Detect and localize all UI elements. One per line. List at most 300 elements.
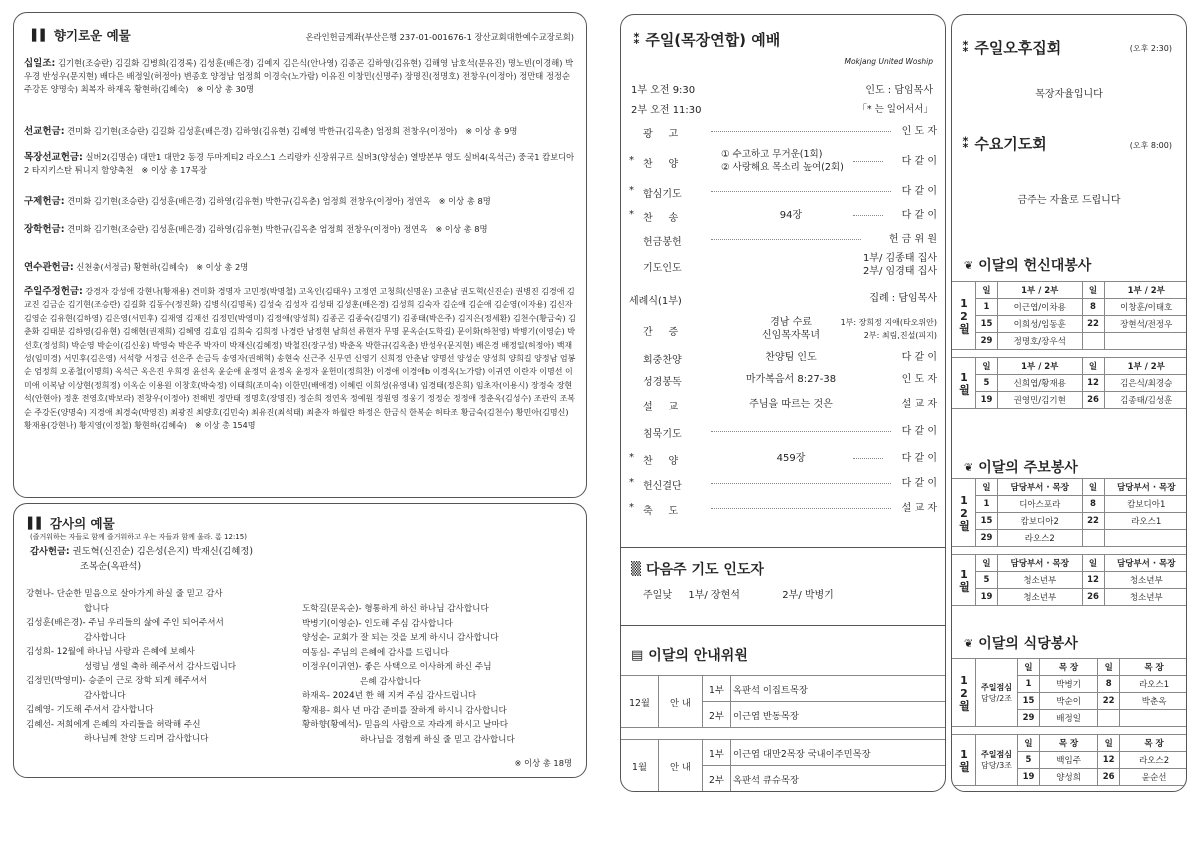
- thanks-item: [26, 645, 311, 660]
- bars-icon: ▤: [631, 647, 644, 663]
- thanks-item-name: 이정우(이귀연): [302, 662, 359, 672]
- leaf-icon: ❦: [964, 636, 974, 650]
- worship-item-detail: 마가복음서 8:27-38: [745, 374, 837, 385]
- bars-icon: ▌▌: [32, 28, 49, 42]
- worship-item-name: 성경봉독: [643, 377, 682, 388]
- bars-icon: ▌▌: [28, 516, 45, 530]
- worship-item-leader: 1부: 장희정 지애(타오위안) 2부: 최림,진설(피지): [840, 318, 937, 340]
- bulletin-header-row: [952, 479, 1188, 496]
- thanks-item-message: - 좋은 사택으로 이사하게 하신 주님: [358, 662, 492, 672]
- ushers-title-text: 이달의 안내위원: [648, 648, 748, 664]
- bulletin-header: 담당부서 · 목장: [998, 555, 1083, 572]
- worship-subtitle: Mokjang United Woship: [844, 57, 933, 66]
- cafeteria-side: [976, 735, 1018, 786]
- thanks-item-message-cont: 성령님 생일 축하 해주셔서 감사드립니다: [84, 661, 237, 672]
- devotion-row: [952, 375, 1188, 392]
- afternoon-text: 목장자율입니다: [1035, 89, 1103, 100]
- bulletin-header: 일: [1082, 555, 1104, 572]
- worship-title-text: 주일(목장연합) 예배: [645, 31, 781, 49]
- offering-section-total: ※ 이상 총 154명: [194, 421, 256, 431]
- thanks-item-name: 여동심: [302, 647, 327, 658]
- offering-section-content: 실버2(김명순) 대만1 대만2 동경 두마게티2 라오스1 스리랑카 신장위구르 실버3(양성순) 열방본부 영도 실버4(옥석근) 중국1 캄보디아2 타지키스탄 튀니지 함양축천: [24, 152, 575, 175]
- thanks-item-message: - 인도해 주심 감사합니다: [358, 618, 453, 629]
- worship-item-name: 축 도: [643, 506, 679, 517]
- worship-item-name: 헌금봉헌: [643, 237, 682, 248]
- thanks-item-message-cont: 하나님께 찬양 드리며 감사합니다: [84, 734, 209, 744]
- usher-row: [621, 676, 947, 702]
- cafeteria-header-row: [952, 659, 1188, 676]
- afternoon-time: (오후 2:30): [1129, 44, 1172, 53]
- worship-stand-marker: *: [629, 452, 634, 463]
- devotion-cell: 이창훈/이태호: [1104, 299, 1187, 316]
- thanks-item: [26, 587, 311, 602]
- next-prayer-row: [643, 586, 834, 601]
- devotion-cell: 12: [1082, 375, 1104, 392]
- bulletin-cell: 청소년부: [1104, 572, 1187, 589]
- dotted-leader: [853, 161, 883, 162]
- worship-item-name: 찬 송: [643, 213, 679, 224]
- worship-item-leader: 인 도 자: [901, 374, 937, 385]
- worship-item-name: 침묵기도: [643, 429, 682, 440]
- devotion-header: 1부 / 2부: [1104, 282, 1187, 299]
- usher-part: 1부: [703, 740, 731, 766]
- usher-names: 이근엽 대만2목장 국내이주민목장: [731, 740, 947, 766]
- ushers-title: [631, 645, 748, 665]
- cafeteria-header-row: [952, 735, 1188, 752]
- usher-gap: [621, 728, 947, 740]
- bulletin-cell: 청소년부: [998, 572, 1083, 589]
- bulletin-cell: 캄보디아2: [998, 513, 1083, 530]
- worship-item-name: 설 교: [643, 402, 679, 413]
- cafeteria-cell: 배정일: [1040, 710, 1098, 727]
- thanks-item-message: - 승준이 근로 장학 되게 해주셔서: [82, 676, 208, 686]
- thanks-item-name: 김혜영: [26, 705, 51, 715]
- cafeteria-cell: 라오스2: [1120, 752, 1187, 769]
- worship-item-leader: 다 같 이: [901, 156, 937, 167]
- thanks-right-list: [302, 602, 587, 747]
- devotion-cell: 1: [976, 299, 998, 316]
- cafeteria-cell: 양성희: [1040, 769, 1098, 786]
- thanks-item: [302, 617, 587, 632]
- bulletin-cell: 22: [1082, 513, 1104, 530]
- worship-item-detail: 94장: [779, 210, 803, 221]
- worship-stand-marker: *: [629, 185, 634, 196]
- next-prayer-day: 주일낮: [643, 590, 672, 601]
- offering-section: [24, 151, 578, 177]
- devotion-cell: 이근엽/이차용: [998, 299, 1083, 316]
- offering-section-content: 김기현(조승란) 김길화 김병희(김경록) 김성훈(배은경) 김예지 김은식(안나영) 김종곤 김하영(김유현) 김해영 남호석(문유진) 명노빈(이경해) 박우경 반성우(문지현) 배다은 배정일(허정아) 변종호 양정남 엄정희 이경숙(노가람) 이유진 이창민(신명주) 장명진(정명호) 전창우(이정아) 정만태 정정순 주강돈 양명숙) 최복자 하재옥 황현하(김혜숙): [24, 58, 574, 94]
- bulletin-cell: 26: [1082, 589, 1104, 606]
- cafeteria-title-text: 이달의 식당봉사: [978, 636, 1078, 652]
- bulletin-cell: 8: [1082, 496, 1104, 513]
- thanks-title: [28, 514, 115, 532]
- offering-section-total: ※ 이상 총 17목장: [141, 165, 207, 175]
- cafeteria-cell: 29: [1018, 710, 1040, 727]
- thanks-item-message-cont: 합니다: [84, 603, 109, 614]
- bulletin-header-row: [952, 555, 1188, 572]
- devotion-row: [952, 392, 1188, 409]
- bulletin-cell: 12: [1082, 572, 1104, 589]
- worship-item-leader: 설 교 자: [901, 503, 937, 514]
- offering-section-label: 구제헌금:: [24, 196, 65, 207]
- leaf-icon: ❦: [964, 258, 974, 272]
- afternoon-title: [962, 37, 1061, 58]
- cafeteria-cell: 백임주: [1040, 752, 1098, 769]
- thanks-item: [26, 674, 311, 689]
- devotion-title: [964, 255, 1091, 275]
- offering-section-label: 장학헌금:: [24, 224, 65, 235]
- offering-title-text: 향기로운 예물: [53, 28, 131, 43]
- thanks-item-message: - 2024년 한 해 지켜 주심 감사드립니다: [326, 691, 477, 701]
- devotion-row: [952, 316, 1188, 333]
- bulletin-header: 담당부서 · 목장: [1104, 479, 1187, 496]
- devotion-cell: 19: [976, 392, 998, 409]
- thanks-item-message: - 회사 년 마감 준비를 잘하게 하시니 감사합니다: [326, 705, 507, 716]
- worship-item-leader: 다 같 이: [901, 426, 937, 437]
- thanks-panel: [13, 503, 587, 778]
- worship-item-detail: 459장: [776, 453, 806, 464]
- cafeteria-table: [951, 734, 1187, 786]
- cafeteria-header: 목 장: [1120, 659, 1187, 676]
- devotion-cell: 26: [1082, 392, 1104, 409]
- devotion-cell: 22: [1082, 316, 1104, 333]
- offering-section-label: 주일주정헌금:: [24, 286, 83, 297]
- worship-item-name: 찬 양: [643, 456, 679, 467]
- thanks-item: [302, 689, 587, 704]
- cafeteria-month: 1월: [952, 735, 976, 786]
- bulletin-cell: 청소년부: [998, 589, 1083, 606]
- services-panel: [951, 14, 1187, 792]
- offering-section-content: 견미화 김기현(조승란) 김성훈(배은경) 김하영(김유현) 박한규(김옥춘) 엄정희 전창우(이정아) 정연옥: [67, 196, 431, 206]
- worship-item-name: 헌신결단: [643, 481, 682, 492]
- account-info: 온라인헌금계좌(부산은행 237-01-001676-1 장산교회대한예수교장로회): [305, 32, 574, 42]
- devotion-month: 12월: [952, 282, 976, 350]
- bulletin-title: [964, 457, 1078, 477]
- next-prayer-second: 2부/ 박병기: [782, 590, 834, 601]
- worship-item-leader: 집례 : 담임목사: [869, 293, 937, 304]
- offering-panel: [13, 12, 587, 498]
- wednesday-text: 금주는 자율로 드립니다: [1017, 195, 1121, 206]
- devotion-header: 1부 / 2부: [998, 282, 1083, 299]
- thanks-item-message: - 기도해 주셔서 감사합니다: [50, 705, 154, 715]
- cafeteria-header: 일: [1098, 735, 1120, 752]
- cafeteria-cell: 15: [1018, 693, 1040, 710]
- worship-stand-marker: *: [629, 155, 634, 166]
- offering-section-label: 십일조:: [24, 58, 56, 69]
- thanks-item-name: 김성희: [26, 647, 51, 657]
- dotted-leader: [711, 239, 861, 240]
- thanks-givers-line1: 권도혁(신진순) 김은성(은지) 박재신(김혜정): [72, 546, 253, 557]
- offering-section-label: 선교헌금:: [24, 126, 65, 137]
- usher-month: 1월: [621, 740, 659, 792]
- usher-row: [621, 740, 947, 766]
- thanks-item: [302, 660, 587, 675]
- thanks-item: [26, 703, 311, 718]
- cafeteria-side: [976, 659, 1018, 727]
- offering-section: [24, 223, 578, 236]
- dots-icon: ⁑: [633, 31, 641, 48]
- offering-section-label: 목장선교헌금:: [24, 152, 83, 163]
- thanks-total: ※ 이상 총 18명: [514, 758, 572, 768]
- devotion-header: 일: [976, 282, 998, 299]
- bulletin-month: 12월: [952, 479, 976, 547]
- thanks-item-name: 김정민(박영미): [26, 676, 83, 686]
- worship-item-leader: 설 교 자: [901, 399, 937, 410]
- thanks-item-name: 도학길(문옥순): [302, 604, 359, 614]
- offering-section-total: ※ 이상 총 30명: [196, 84, 255, 94]
- worship-item-leader: 다 같 이: [901, 478, 937, 489]
- devotion-header: 일: [976, 358, 998, 375]
- worship-time2: 2부 오전 11:30: [631, 105, 702, 116]
- devotion-cell: 이희성/임동훈: [998, 316, 1083, 333]
- bulletin-row: [952, 589, 1188, 606]
- thanks-item-name: 김혜선: [26, 719, 51, 730]
- devotion-title-text: 이달의 헌신대봉사: [978, 258, 1092, 274]
- thanks-item-message-cont: 은혜 감사합니다: [360, 676, 421, 687]
- thanks-item-message: - 믿음의 사람으로 자라게 하시고 날마다: [358, 720, 509, 730]
- leaf-icon: ❦: [964, 460, 974, 474]
- bulletin-cell: 1: [976, 496, 998, 513]
- devotion-header-row: [952, 282, 1188, 299]
- bulletin-cell: 라오스2: [998, 530, 1083, 547]
- offering-section: [24, 125, 578, 138]
- worship-item-name: 기도인도: [643, 263, 682, 274]
- cafeteria-cell: 1: [1018, 676, 1040, 693]
- thanks-item-name: 박병기(이영순): [302, 618, 359, 629]
- devotion-header: 1부 / 2부: [1104, 358, 1187, 375]
- ushers-table: [620, 675, 946, 792]
- cafeteria-side-2: 담당/2조: [981, 693, 1012, 703]
- worship-item-leader: 1부/ 김종태 집사 2부/ 임경태 집사: [862, 253, 937, 277]
- cafeteria-cell: 8: [1098, 676, 1120, 693]
- afternoon-title-text: 주일오후집회: [974, 39, 1062, 57]
- next-prayer-title-text: 다음주 기도 인도자: [646, 562, 764, 578]
- thanks-item-message: - 형통하게 하신 하나님 감사합니다: [358, 604, 489, 614]
- thanks-item-message: - 주님 우리들의 삶에 주인 되어주셔서: [82, 618, 224, 628]
- next-prayer-first: 1부/ 장현석: [688, 590, 740, 601]
- dotted-leader: [711, 191, 891, 192]
- offering-section-label: 연수관헌금:: [24, 262, 74, 273]
- thanks-item: [26, 616, 311, 631]
- bulletin-row: [952, 513, 1188, 530]
- dotted-leader: [711, 131, 891, 132]
- devotion-header: 일: [1082, 358, 1104, 375]
- usher-part: 1부: [703, 676, 731, 702]
- bulletin-cell: [1104, 530, 1187, 547]
- devotion-table: [951, 357, 1187, 409]
- worship-item-leader: 인 도 자: [901, 126, 937, 137]
- cafeteria-side-1: 주일점심: [981, 682, 1012, 692]
- usher-part: 2부: [703, 766, 731, 792]
- cafeteria-cell: [1120, 710, 1187, 727]
- devotion-cell: 김종태/김성훈: [1104, 392, 1187, 409]
- offering-title: [32, 26, 131, 44]
- worship-note: 「* 는 일어서서」: [857, 104, 933, 115]
- bulletin-cell: 19: [976, 589, 998, 606]
- devotion-header: 1부 / 2부: [998, 358, 1083, 375]
- thanks-item: [302, 646, 587, 661]
- usher-part: 2부: [703, 702, 731, 728]
- worship-item-leader: 다 같 이: [901, 453, 937, 464]
- offering-section-content: 견미화 김기현(조승란) 김성훈(배은경) 김하영(김유현) 박한규(김옥춘 엄정희 전창우(이정아) 정연옥: [67, 224, 428, 234]
- thanks-item-message: - 단순한 믿음으로 살아가게 하실 줄 믿고 감사: [50, 589, 223, 599]
- bulletin-cell: 라오스1: [1104, 513, 1187, 530]
- devotion-cell: 정명호/장우석: [998, 333, 1083, 350]
- dots-icon: ⁑: [962, 39, 970, 56]
- usher-names: 옥판석 이집트목장: [731, 676, 947, 702]
- devotion-cell: 8: [1082, 299, 1104, 316]
- thanks-left-list: [26, 587, 311, 747]
- bulletin-title-text: 이달의 주보봉사: [978, 460, 1078, 476]
- thanks-label: 감사헌금:: [30, 546, 70, 557]
- offering-section-total: ※ 이상 총 8명: [438, 196, 491, 206]
- dotted-leader: [853, 458, 883, 459]
- thanks-item: [302, 602, 587, 617]
- offering-section-total: ※ 이상 총 8명: [435, 224, 488, 234]
- thanks-item: [302, 704, 587, 719]
- worship-item-leader: 다 같 이: [901, 352, 937, 363]
- devotion-row: [952, 333, 1188, 350]
- worship-item-detail: 찬양팀 인도: [765, 352, 817, 363]
- devotion-cell: [1104, 333, 1187, 350]
- cafeteria-cell: 26: [1098, 769, 1120, 786]
- devotion-cell: 신희엽/황재용: [998, 375, 1083, 392]
- bulletin-cell: 5: [976, 572, 998, 589]
- bulletin-row: [952, 572, 1188, 589]
- worship-item-name: 회중찬양: [643, 355, 682, 366]
- hatch-icon: ▒: [631, 561, 641, 577]
- worship-item-name: 찬 양: [643, 159, 679, 170]
- thanks-item-message: - 저희에게 은혜의 자리들을 허락해 주신: [50, 719, 201, 730]
- divider: [621, 625, 945, 626]
- cafeteria-side-2: 담당/3조: [981, 761, 1012, 770]
- bulletin-month: 1월: [952, 555, 976, 606]
- dotted-leader: [711, 508, 891, 509]
- usher-names: 이근엽 반동목장: [731, 702, 947, 728]
- worship-title: [633, 29, 780, 50]
- devotion-cell: 5: [976, 375, 998, 392]
- worship-item-detail: ① 수고하고 무거운(1회) ② 사랑해요 목소리 높여(2회): [721, 149, 844, 173]
- bulletin-table: [951, 478, 1187, 547]
- bulletin-header: 일: [976, 479, 998, 496]
- bulletin-header: 일: [1082, 479, 1104, 496]
- bulletin-header: 일: [976, 555, 998, 572]
- thanks-item-name: 황재용: [302, 705, 327, 716]
- devotion-cell: 29: [976, 333, 998, 350]
- bulletin-cell: 29: [976, 530, 998, 547]
- bulletin-header: 담당부서 · 목장: [1104, 555, 1187, 572]
- bulletin-cell: [1082, 530, 1104, 547]
- devotion-header-row: [952, 358, 1188, 375]
- cafeteria-cell: 22: [1098, 693, 1120, 710]
- offering-section-content: 견미화 김기현(조승란) 김길화 김성훈(배은경) 김하영(김유현) 김혜영 박한규(김옥춘) 엄정희 전창우(이정아): [67, 126, 458, 136]
- worship-item-leader: 다 같 이: [901, 210, 937, 221]
- thanks-item-message-cont: 감사합니다: [84, 690, 126, 701]
- devotion-cell: [1082, 333, 1104, 350]
- offering-section-total: ※ 이상 총 2명: [196, 262, 249, 272]
- devotion-table: [951, 281, 1187, 350]
- thanks-item-name: 양성순: [302, 633, 327, 643]
- offering-section: [24, 57, 578, 96]
- next-prayer-title: [631, 559, 764, 579]
- cafeteria-cell: 라오스1: [1120, 676, 1187, 693]
- wednesday-time: (오후 8:00): [1129, 141, 1172, 150]
- bulletin-table: [951, 554, 1187, 606]
- thanks-title-text: 감사의 예물: [49, 516, 115, 531]
- cafeteria-header: 목 장: [1040, 735, 1098, 752]
- bulletin-cell: 15: [976, 513, 998, 530]
- cafeteria-cell: 박춘옥: [1120, 693, 1187, 710]
- worship-time1: 1부 오전 9:30: [631, 85, 696, 96]
- usher-month: 12월: [621, 676, 659, 728]
- cafeteria-header: 일: [1098, 659, 1120, 676]
- dotted-leader: [853, 215, 883, 216]
- cafeteria-header: 일: [1018, 735, 1040, 752]
- worship-item-leader: 헌 금 위 원: [888, 234, 937, 245]
- worship-item-leader: 다 같 이: [901, 186, 937, 197]
- cafeteria-cell: 박순이: [1040, 693, 1098, 710]
- dotted-leader: [711, 431, 891, 432]
- divider: [621, 547, 945, 548]
- devotion-header: 일: [1082, 282, 1104, 299]
- thanks-item-message: - 주님의 은혜에 감사를 드립니다: [326, 647, 449, 658]
- worship-item-detail: 경남 수료 신임목자목녀: [762, 317, 820, 341]
- thanks-givers: [30, 544, 253, 574]
- offering-section: [24, 261, 578, 274]
- worship-item-name: 광 고: [643, 129, 679, 140]
- cafeteria-month: 12월: [952, 659, 976, 727]
- thanks-item-name: 김성훈(배은경): [26, 618, 83, 628]
- devotion-row: [952, 299, 1188, 316]
- devotion-cell: 장현석/전정우: [1104, 316, 1187, 333]
- bulletin-row: [952, 496, 1188, 513]
- worship-stand-marker: *: [629, 209, 634, 220]
- cafeteria-header: 일: [1018, 659, 1040, 676]
- cafeteria-table: [951, 658, 1187, 727]
- offering-section-total: ※ 이상 총 9명: [465, 126, 518, 136]
- bulletin-header: 담당부서 · 목장: [998, 479, 1083, 496]
- usher-role: 안 내: [659, 740, 703, 792]
- worship-item-name: 간 증: [643, 327, 679, 338]
- cafeteria-cell: 윤순선: [1120, 769, 1187, 786]
- thanks-item-name: 강현나: [26, 589, 51, 599]
- bulletin-row: [952, 530, 1188, 547]
- thanks-item-message-cont: 하나님을 경험케 하실 줄 믿고 감사합니다: [360, 734, 515, 745]
- worship-item-name: 세례식(1부): [629, 296, 682, 307]
- thanks-item-message: - 교회가 잘 되는 것을 보게 하시니 감사합니다: [326, 633, 499, 643]
- cafeteria-cell: 박병기: [1040, 676, 1098, 693]
- cafeteria-side-1: 주일점심: [981, 750, 1012, 759]
- worship-item-detail: 주님을 따르는 것은: [749, 399, 833, 410]
- cafeteria-cell: 5: [1018, 752, 1040, 769]
- thanks-item-name: 황하향(황예석): [302, 720, 359, 730]
- worship-item-name: 합심기도: [643, 189, 682, 200]
- thanks-item: [26, 718, 311, 733]
- worship-leader: 인도 : 담임목사: [865, 85, 933, 96]
- offering-section: [24, 285, 578, 432]
- thanks-item-name: 하재옥: [302, 691, 327, 701]
- dots-icon: ⁑: [962, 135, 970, 152]
- wednesday-title: [962, 133, 1047, 154]
- cafeteria-header: 목 장: [1120, 735, 1187, 752]
- thanks-item: [302, 718, 587, 733]
- thanks-item: [302, 631, 587, 646]
- devotion-month: 1월: [952, 358, 976, 409]
- cafeteria-cell: 19: [1018, 769, 1040, 786]
- devotion-cell: 15: [976, 316, 998, 333]
- usher-role: 안 내: [659, 676, 703, 728]
- wednesday-title-text: 수요기도회: [974, 135, 1047, 153]
